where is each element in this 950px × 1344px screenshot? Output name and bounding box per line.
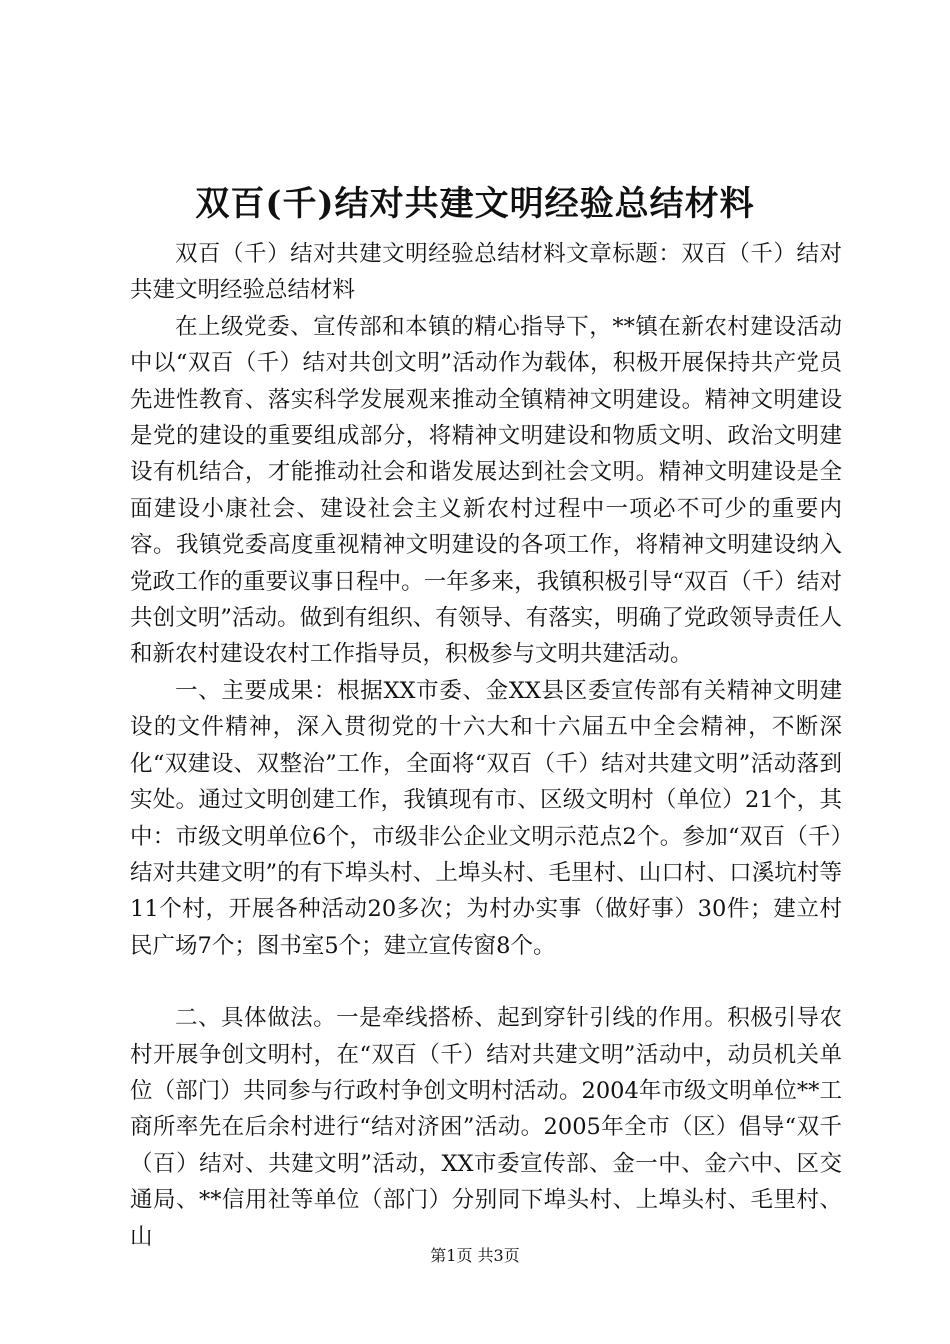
paragraph-introduction: 在上级党委、宣传部和本镇的精心指导下，**镇在新农村建设活动中以“双百（千）结对共创文明”活动作为载体，积极开展保持共产党员先进性教育、落实科学发展观来推动全镇精神文明建设。精神文明建设是党的建设的重要组成部分，将精神文明建设和物质文明、政治文明建设有机结合，才能推动社会和谐发展达到社会文明。精神文明建设是全面建设小康社会、建设社会主义新农村过程中一项必不可少的重要内容。我镇党委高度重视精神文明建设的各项工作，将精神文明建设纳入党政工作的重要议事日程中。一年多来，我镇积极引导“双百（千）结对共创文明”活动。做到有组织、有领导、有落实，明确了党政领导责任人和新农村建设农村工作指导员，积极参与文明共建活动。: [130, 313, 842, 668]
page-indicator: 第1页 共3页: [430, 1246, 520, 1265]
paragraph-title-repeat: 双百（千）结对共建文明经验总结材料文章标题：双百（千）结对共建文明经验总结材料: [130, 241, 842, 304]
document-title: 双百(千)结对共建文明经验总结材料: [195, 184, 755, 224]
paragraph-specific-methods: 二、具体做法。一是牵线搭桥、起到穿针引线的作用。积极引导农村开展争创文明村，在“双百（千）结对共建文明”活动中，动员机关单位（部门）共同参与行政村争创文明村活动。2004年市级文明单位**工商所率先在后余村进行“结对济困”活动。2005年全市（区）倡导“双千（百）结对、共建文明”活动，XX市委宣传部、金一中、金六中、区交通局、**信用社等单位（部门）分别同下埠头村、上埠头村、毛里村、山: [130, 1005, 842, 1250]
document-body: [130, 236, 842, 1255]
paragraph-main-results: 一、主要成果：根据XX市委、金XX县区委宣传部有关精神文明建设的文件精神，深入贯彻党的十六大和十六届五中全会精神，不断深化“双建设、双整治”工作，全面将“双百（千）结对共建文明”活动落到实处。通过文明创建工作，我镇现有市、区级文明村（单位）21个，其中：市级文明单位6个，市级非公企业文明示范点2个。参加“双百（千）结对共建文明”的有下埠头村、上埠头村、毛里村、山口村、口溪坑村等11个村，开展各种活动20多次；为村办实事（做好事）30件；建立村民广场7个；图书室5个；建立宣传窗8个。: [130, 677, 842, 959]
page-footer: [0, 1246, 950, 1266]
